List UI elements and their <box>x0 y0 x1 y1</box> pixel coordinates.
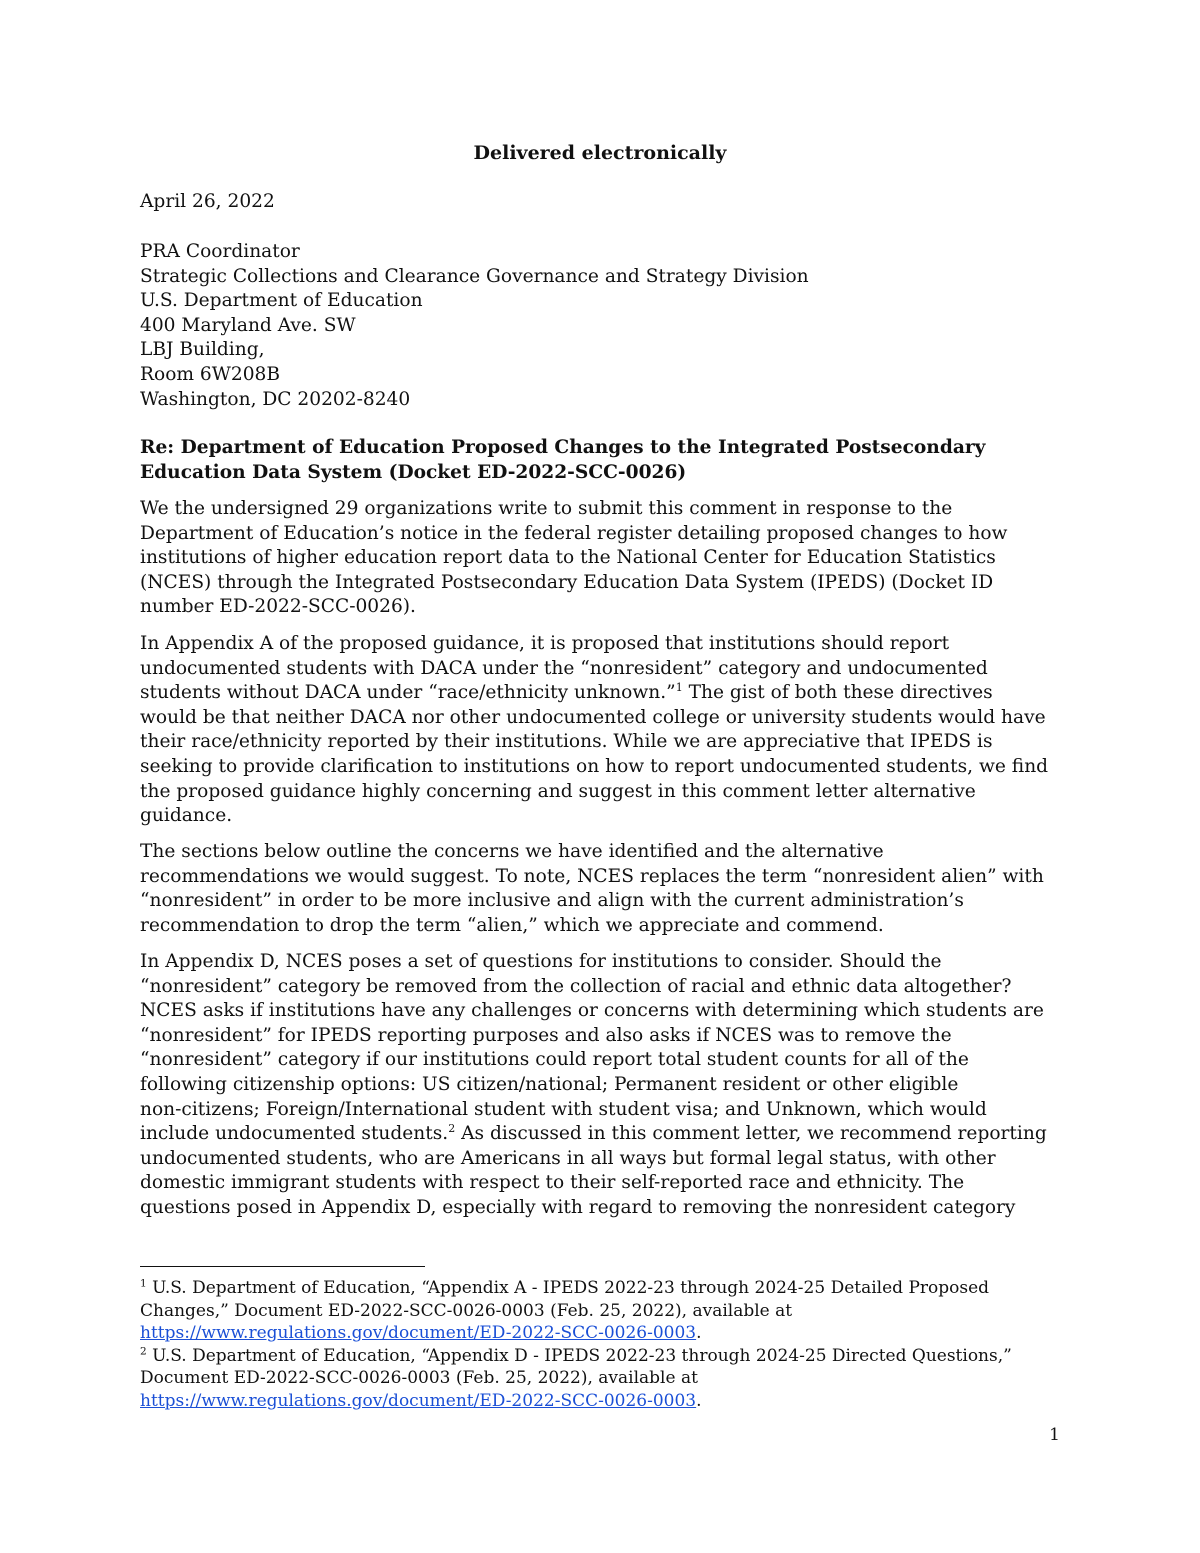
letter-date: April 26, 2022 <box>140 191 275 212</box>
paragraph-line: The sections below outline the concerns we have identified and the alternative <box>140 841 884 862</box>
paragraph-line <box>140 1122 1080 1147</box>
paragraph-text: include undocumented students. <box>140 1123 449 1145</box>
paragraph-line: questions posed in Appendix D, especially with regard to removing the nonresident category <box>140 1196 1016 1218</box>
footnote-line <box>140 1322 1080 1345</box>
paragraph-line: “nonresident” category be removed from the collection of racial and ethnic data altogether? <box>140 975 1012 997</box>
recipient-address <box>140 240 1080 412</box>
footnote-text: . <box>696 1390 702 1411</box>
footnote-text: U.S. Department of Education, “Appendix D - IPEDS 2022-23 through 2024-25 Directed Questions,” <box>146 1345 1012 1366</box>
footnotes <box>140 1277 1080 1413</box>
footnote-line <box>140 1345 1080 1368</box>
footnote-link[interactable]: https://www.regulations.gov/document/ED-2022-SCC-0026-0003 <box>140 1390 697 1411</box>
paragraph-line <box>140 681 1080 706</box>
paragraph-line: seeking to provide clarification to institutions on how to report undocumented students, we find <box>140 755 1049 777</box>
paragraph-appendix-d <box>140 950 1080 1221</box>
paragraph-line: domestic immigrant students with respect to their self-reported race and ethnicity. The <box>140 1172 965 1194</box>
paragraph-line: non-citizens; Foreign/International student with student visa; and Unknown, which would <box>140 1098 987 1120</box>
paragraph-line: recommendation to drop the term “alien,” which we appreciate and commend. <box>140 914 884 936</box>
subject-line <box>140 436 1080 485</box>
paragraph-line: undocumented students, who are Americans in all ways but formal legal status, with other <box>140 1147 996 1169</box>
footnote-link[interactable]: https://www.regulations.gov/document/ED-2022-SCC-0026-0003 <box>140 1323 697 1344</box>
paragraph-line: institutions of higher education report data to the National Center for Education Statistics <box>140 547 996 569</box>
paragraph-line: following citizenship options: US citizen/national; Permanent resident or other eligible <box>140 1073 959 1095</box>
address-line: PRA Coordinator <box>140 241 300 262</box>
address-line: Room 6W208B <box>140 363 281 385</box>
footnote-reference[interactable]: 2 <box>448 1121 456 1135</box>
paragraph-line: (NCES) through the Integrated Postsecondary Education Data System (IPEDS) (Docket ID <box>140 571 994 593</box>
subject-line-part: Education Data System (Docket ED-2022-SCC-0026) <box>140 461 687 483</box>
paragraph-line: undocumented students with DACA under the “nonresident” category and undocumented <box>140 657 988 679</box>
paragraph-line: “nonresident” for IPEDS reporting purposes and also asks if NCES was to remove the <box>140 1024 952 1046</box>
paragraph-line: We the undersigned 29 organizations write to submit this comment in response to the <box>140 498 953 519</box>
footnote-line: Document ED-2022-SCC-0026-0003 (Feb. 25, 2022), available at <box>140 1368 698 1389</box>
paragraph-line: Department of Education’s notice in the federal register detailing proposed changes to how <box>140 522 1008 544</box>
address-line: Washington, DC 20202-8240 <box>140 388 411 410</box>
paragraph-sections-overview <box>140 840 1080 938</box>
paragraph-line: their race/ethnicity reported by their institutions. While we are appreciative that IPEDS is <box>140 731 993 753</box>
footnote-mark: 1 <box>140 1277 147 1290</box>
paragraph-line: number ED-2022-SCC-0026). <box>140 596 416 618</box>
paragraph-line: “nonresident” in order to be more inclusive and align with the current administration’s <box>140 890 964 912</box>
address-line: LBJ Building, <box>140 339 265 361</box>
footnote-line <box>140 1390 1080 1413</box>
paragraph-line: would be that neither DACA nor other undocumented college or university students would have <box>140 706 1046 728</box>
footnote-reference[interactable]: 1 <box>675 681 683 694</box>
paragraph-line: In Appendix A of the proposed guidance, it is proposed that institutions should report <box>140 633 950 654</box>
footnote-mark: 2 <box>140 1345 147 1358</box>
address-line: Strategic Collections and Clearance Governance and Strategy Division <box>140 265 809 287</box>
paragraph-appendix-a <box>140 632 1080 829</box>
address-line: U.S. Department of Education <box>140 290 423 312</box>
delivery-header: Delivered electronically <box>473 142 727 164</box>
paragraph-line: guidance. <box>140 805 233 827</box>
paragraph-line: NCES asks if institutions have any challenges or concerns with determining which students are <box>140 1000 1044 1022</box>
paragraph-line: recommendations we would suggest. To note, NCES replaces the term “nonresident alien” with <box>140 865 1044 887</box>
address-line: 400 Maryland Ave. SW <box>140 314 356 336</box>
subject-line-part: Re: Department of Education Proposed Changes to the Integrated Postsecondary <box>140 437 986 458</box>
footnote-line <box>140 1277 1080 1300</box>
paragraph-line: the proposed guidance highly concerning and suggest in this comment letter alternative <box>140 780 976 802</box>
paragraph-text: The gist of both these directives <box>682 682 993 704</box>
paragraph-text: As discussed in this comment letter, we recommend reporting <box>455 1123 1047 1145</box>
page-number: 1 <box>1049 1425 1060 1445</box>
paragraph-intro <box>140 497 1080 620</box>
paragraph-line: “nonresident” category if our institutions could report total student counts for all of the <box>140 1049 969 1071</box>
footnote-line: Changes,” Document ED-2022-SCC-0026-0003 (Feb. 25, 2022), available at <box>140 1300 793 1321</box>
footnote-text: . <box>696 1323 702 1344</box>
footnote-text: U.S. Department of Education, “Appendix A - IPEDS 2022-23 through 2024-25 Detailed Proposed <box>146 1278 990 1298</box>
footnote-divider <box>140 1266 425 1267</box>
paragraph-text: students without DACA under “race/ethnicity unknown.” <box>140 682 676 704</box>
paragraph-line: In Appendix D, NCES poses a set of questions for institutions to consider. Should the <box>140 951 942 972</box>
